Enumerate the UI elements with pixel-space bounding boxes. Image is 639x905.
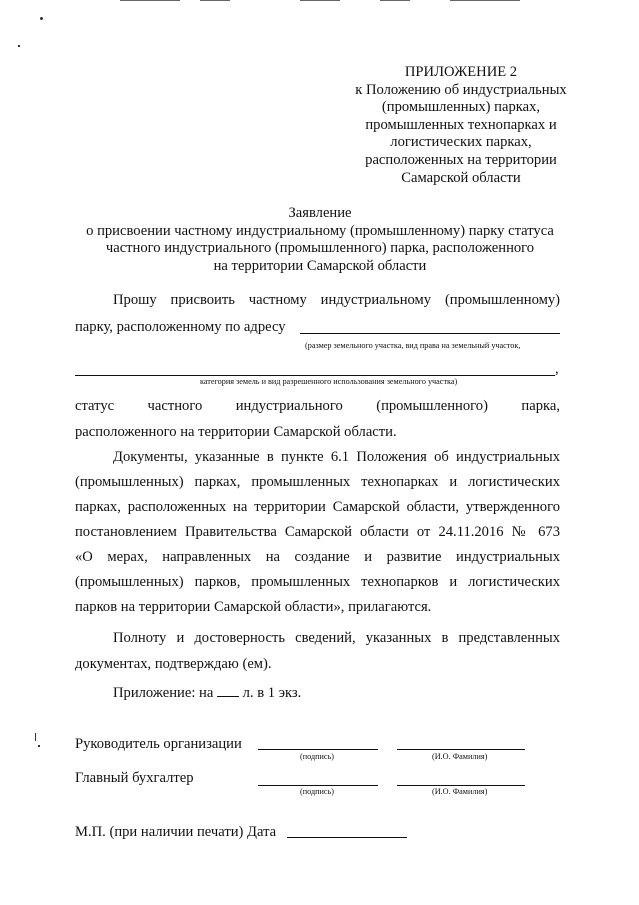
documents-line: постановлением Правительства Самарской области от 24.11.2016 № 673: [75, 524, 560, 540]
appendix-title: ПРИЛОЖЕНИЕ 2: [404, 64, 518, 80]
documents-line: (промышленных) парках, промышленных технопарках и логистических: [75, 474, 560, 490]
status-word: индустриального: [235, 398, 343, 414]
accountant-name-blank[interactable]: [397, 785, 525, 786]
address-blank-2[interactable]: [75, 375, 555, 376]
head-name-blank[interactable]: [397, 749, 525, 750]
documents-line: Документы, указанные в пункте 6.1 Положения об индустриальных: [113, 449, 560, 465]
appendix-line: логистических парках,: [390, 134, 532, 151]
confirm-line-2: документах, подтверждаю (ем).: [75, 656, 272, 672]
appendix-line: к Положению об индустриальных: [355, 81, 567, 98]
status-line: [75, 398, 560, 415]
title-line: о присвоении частному индустриальному (промышленному) парку статуса: [86, 222, 554, 239]
date-blank[interactable]: [287, 837, 407, 838]
attachment-suffix: л. в 1 экз.: [242, 685, 302, 701]
request-line-4: расположенного на территории Самарской области.: [75, 424, 397, 440]
accountant-signature-hint: (подпись): [300, 787, 334, 796]
address-label: парку, расположенному по адресу: [75, 319, 286, 335]
head-label: Руководитель организации: [75, 736, 242, 752]
accountant-signature-blank[interactable]: [258, 785, 378, 786]
scan-edge-mark: [120, 0, 180, 1]
scan-edge-mark: [380, 0, 410, 1]
head-name-hint: (И.О. Фамилия): [432, 752, 488, 761]
appendix-line: Самарской области: [401, 169, 521, 186]
documents-line: «О мерах, направленных на создание и развитие индустриальных: [75, 549, 560, 565]
head-signature-blank[interactable]: [258, 749, 378, 750]
status-word: статус: [75, 398, 115, 414]
head-signature-hint: (подпись): [300, 752, 334, 761]
request-line-1: [113, 292, 560, 309]
status-word: парка,: [521, 398, 560, 414]
scan-edge-mark: [300, 0, 340, 1]
appendix-line: (промышленных) парках,: [381, 99, 541, 116]
pages-count-blank[interactable]: [217, 682, 239, 697]
appendix-header: [300, 64, 622, 187]
title-line: частного индустриального (промышленного) парка, расположенного: [105, 240, 535, 256]
status-word: частного: [147, 398, 203, 414]
request-text: Прошу присвоить частному индустриальному (промышленному): [113, 292, 560, 308]
scan-edge-mark: [200, 0, 230, 1]
blank-comma: ,: [555, 361, 559, 377]
accountant-label: Главный бухгалтер: [75, 770, 194, 786]
appendix-line: расположенных на территории: [365, 151, 557, 168]
address-hint-1: (размер земельного участка, вид права на земельный участок,: [305, 341, 521, 350]
attachment-prefix: Приложение: на: [113, 685, 214, 701]
address-hint-2: категория земель и вид разрешенного использования земельного участка): [200, 377, 458, 386]
scan-speck: [35, 733, 36, 741]
request-line-2: [75, 319, 286, 336]
scan-edge-mark: [450, 0, 520, 1]
accountant-name-hint: (И.О. Фамилия): [432, 787, 488, 796]
documents-line: (промышленных) парков, промышленных технопарков и логистических: [75, 574, 560, 590]
documents-line: парков на территории Самарской области», прилагаются.: [75, 599, 432, 615]
status-word: (промышленного): [376, 398, 488, 414]
scan-speck: [40, 17, 43, 20]
document-title: [60, 205, 580, 275]
scan-speck: [38, 745, 40, 747]
address-blank[interactable]: [300, 333, 560, 334]
appendix-line: промышленных технопарках и: [365, 116, 557, 133]
documents-line: парках, расположенных на территории Самарской области, утвержденного: [75, 499, 560, 515]
title-heading: Заявление: [288, 205, 352, 221]
stamp-date-label: М.П. (при наличии печати) Дата: [75, 824, 277, 840]
confirm-line-1: Полноту и достоверность сведений, указанных в представленных: [113, 630, 560, 646]
title-line: на территории Самарской области: [213, 257, 427, 274]
scan-speck: [18, 45, 20, 47]
attachment-line: [113, 682, 301, 702]
